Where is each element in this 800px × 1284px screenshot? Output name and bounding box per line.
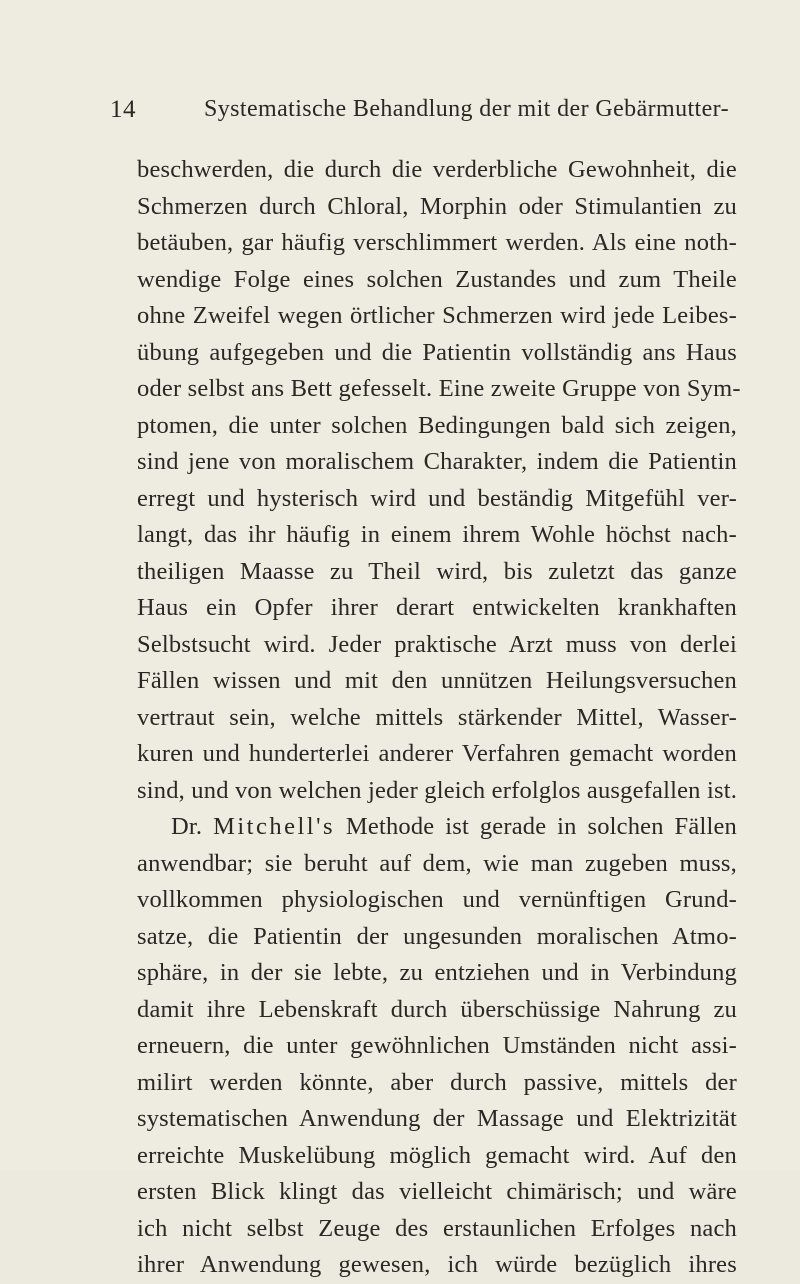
text-line: beschwerden, die durch die verderbliche Gewohnheit, die [137,156,737,183]
text-line: Schmerzen durch Chloral, Morphin oder Stimulantien zu [137,192,737,220]
text-line: wendige Folge eines solchen Zustandes und zum Theile [137,265,737,293]
text-line: Fällen wissen und mit den unnützen Heilungsversuchen [137,667,737,694]
text-line: sphäre, in der sie lebte, zu entziehen und in Verbindung [137,959,737,986]
body-text [137,152,741,1284]
text-line: satze, die Patientin der ungesunden moralischen Atmo- [137,922,737,950]
text-segment: Dr. [171,813,214,840]
running-head: Systematische Behandlung der mit der Gebärmutter- [204,96,729,122]
page-number: 14 [110,96,136,123]
page-header [110,96,730,136]
text-line: Haus ein Opfer ihrer derart entwickelten krankhaften [137,594,737,621]
author-name: Mitchell's [213,813,336,840]
text-line: übung aufgegeben und die Patientin vollständig ans Haus [137,338,737,366]
text-line: erreichte Muskelübung möglich gemacht wird. Auf den [137,1141,737,1169]
paragraph-first-line [137,809,737,846]
text-line: theiligen Maasse zu Theil wird, bis zuletzt das ganze [137,557,737,585]
text-line: damit ihre Lebenskraft durch überschüssige Nahrung zu [137,995,737,1023]
text-line: sind jene von moralischem Charakter, indem die Patientin [137,448,737,475]
text-line: ptomen, die unter solchen Bedingungen bald sich zeigen, [137,411,737,439]
text-line: vollkommen physiologischen und vernünftigen Grund- [137,886,737,913]
text-line: betäuben, gar häufig verschlimmert werden. Als eine noth- [137,229,737,256]
text-line: erregt und hysterisch wird und beständig Mitgefühl ver- [137,484,737,512]
text-line: ich nicht selbst Zeuge des erstaunlichen Erfolges nach [137,1214,737,1242]
text-line: ersten Blick klingt das vielleicht chimärisch; und wäre [137,1178,737,1205]
text-line: oder selbst ans Bett gefesselt. Eine zweite Gruppe von Sym- [137,375,741,402]
text-line: erneuern, die unter gewöhnlichen Umständen nicht assi- [137,1032,737,1059]
text-segment: Methode ist gerade in solchen Fällen [335,813,737,840]
text-line: Selbstsucht wird. Jeder praktische Arzt muss von derlei [137,630,737,658]
text-line: ohne Zweifel wegen örtlicher Schmerzen wird jede Leibes- [137,302,737,329]
text-line: systematischen Anwendung der Massage und Elektrizität [137,1105,737,1132]
text-line: anwendbar; sie beruht auf dem, wie man zugeben muss, [137,849,737,877]
text-line: vertraut sein, welche mittels stärkender Mittel, Wasser- [137,703,737,731]
text-line: kuren und hunderterlei anderer Verfahren gemacht worden [137,740,737,767]
text-line: langt, das ihr häufig in einem ihrem Wohle höchst nach- [137,521,737,548]
text-line: sind, und von welchen jeder gleich erfolglos ausgefallen ist. [137,776,738,804]
text-line: milirt werden könnte, aber durch passive, mittels der [137,1068,737,1096]
text-line: ihrer Anwendung gewesen, ich würde bezüglich ihres [137,1251,737,1278]
